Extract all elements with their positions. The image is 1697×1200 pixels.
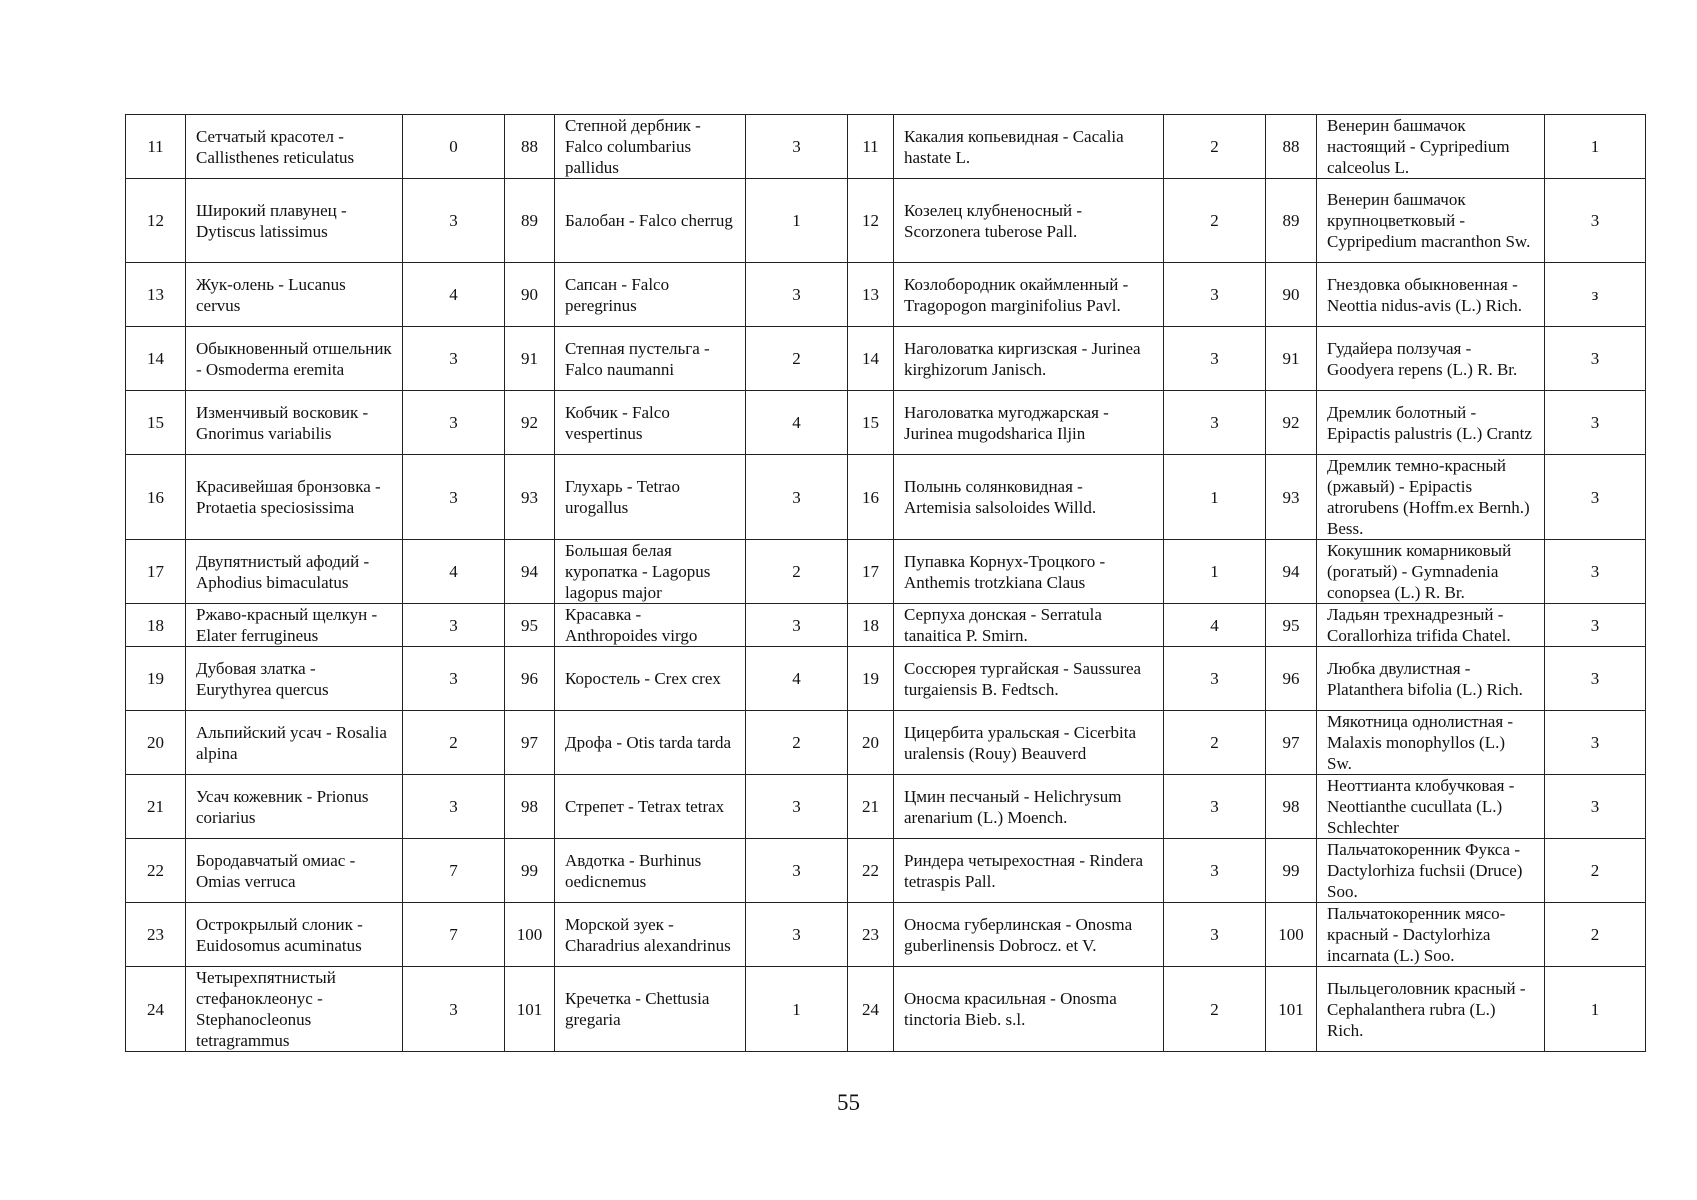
- table-row: [126, 179, 1646, 263]
- plant-number-cell: 17: [848, 540, 894, 604]
- table-row: [126, 455, 1646, 540]
- plant-category-cell: 4: [1164, 604, 1266, 647]
- orchid-number-cell: 101: [1266, 967, 1317, 1052]
- plant-number-cell: 14: [848, 327, 894, 391]
- plant-category-cell: 1: [1164, 455, 1266, 540]
- table-row: [126, 839, 1646, 903]
- insect-category-cell: 3: [403, 775, 505, 839]
- orchid-category-cell: 3: [1545, 711, 1646, 775]
- plant-name-cell: Соссюрея тургайская - Saussurea turgaiensis B. Fedtsch.: [894, 647, 1164, 711]
- bird-category-cell: 1: [746, 967, 848, 1052]
- bird-name-cell: Глухарь - Tetrao urogallus: [555, 455, 746, 540]
- orchid-category-cell: 3: [1545, 391, 1646, 455]
- orchid-number-cell: 97: [1266, 711, 1317, 775]
- plant-number-cell: 22: [848, 839, 894, 903]
- plant-number-cell: 20: [848, 711, 894, 775]
- insect-name-cell: Сетчатый красотел - Callisthenes reticulatus: [186, 115, 403, 179]
- insect-number-cell: 12: [126, 179, 186, 263]
- insect-name-cell: Усач кожевник - Prionus coriarius: [186, 775, 403, 839]
- plant-name-cell: Наголоватка киргизская - Jurinea kirghizorum Janisch.: [894, 327, 1164, 391]
- orchid-number-cell: 100: [1266, 903, 1317, 967]
- table-row: [126, 967, 1646, 1052]
- plant-category-cell: 3: [1164, 391, 1266, 455]
- plant-category-cell: 1: [1164, 540, 1266, 604]
- orchid-number-cell: 88: [1266, 115, 1317, 179]
- plant-category-cell: 3: [1164, 263, 1266, 327]
- plant-name-cell: Полынь солянковидная - Artemisia salsoloides Willd.: [894, 455, 1164, 540]
- plant-name-cell: Серпуха донская - Serratula tanaitica P. Smirn.: [894, 604, 1164, 647]
- insect-name-cell: Бородавчатый омиас - Omias verruca: [186, 839, 403, 903]
- bird-category-cell: 3: [746, 604, 848, 647]
- bird-name-cell: Коростель - Crex crex: [555, 647, 746, 711]
- orchid-category-cell: 3: [1545, 604, 1646, 647]
- orchid-name-cell: Венерин башмачок крупноцветковый - Cypripedium macranthon Sw.: [1317, 179, 1545, 263]
- plant-category-cell: 3: [1164, 327, 1266, 391]
- insect-number-cell: 23: [126, 903, 186, 967]
- page-number: 55: [837, 1090, 860, 1115]
- bird-name-cell: Морской зуек - Charadrius alexandrinus: [555, 903, 746, 967]
- bird-name-cell: Степная пустельга - Falco naumanni: [555, 327, 746, 391]
- bird-category-cell: 1: [746, 179, 848, 263]
- bird-category-cell: 3: [746, 455, 848, 540]
- orchid-category-cell: 2: [1545, 839, 1646, 903]
- plant-number-cell: 19: [848, 647, 894, 711]
- bird-number-cell: 98: [505, 775, 555, 839]
- plant-name-cell: Цицербита уральская - Cicerbita uralensis (Rouy) Beauverd: [894, 711, 1164, 775]
- bird-number-cell: 95: [505, 604, 555, 647]
- insect-number-cell: 11: [126, 115, 186, 179]
- bird-name-cell: Балобан - Falco cherrug: [555, 179, 746, 263]
- orchid-number-cell: 95: [1266, 604, 1317, 647]
- bird-category-cell: 3: [746, 263, 848, 327]
- bird-number-cell: 91: [505, 327, 555, 391]
- orchid-number-cell: 92: [1266, 391, 1317, 455]
- orchid-category-cell: 3: [1545, 327, 1646, 391]
- bird-name-cell: Дрофа - Otis tarda tarda: [555, 711, 746, 775]
- bird-name-cell: Степной дербник - Falco columbarius pallidus: [555, 115, 746, 179]
- bird-number-cell: 97: [505, 711, 555, 775]
- table-row: [126, 540, 1646, 604]
- insect-category-cell: 3: [403, 647, 505, 711]
- table-row: [126, 391, 1646, 455]
- insect-name-cell: Альпийский усач - Rosalia alpina: [186, 711, 403, 775]
- orchid-name-cell: Пыльцеголовник красный - Cephalanthera rubra (L.) Rich.: [1317, 967, 1545, 1052]
- insect-name-cell: Обыкновенный отшельник - Osmoderma eremita: [186, 327, 403, 391]
- plant-number-cell: 24: [848, 967, 894, 1052]
- insect-name-cell: Острокрылый слоник - Euidosomus acuminatus: [186, 903, 403, 967]
- insect-category-cell: 7: [403, 903, 505, 967]
- plant-number-cell: 15: [848, 391, 894, 455]
- bird-category-cell: 3: [746, 115, 848, 179]
- table-row: [126, 775, 1646, 839]
- plant-number-cell: 12: [848, 179, 894, 263]
- orchid-number-cell: 89: [1266, 179, 1317, 263]
- insect-number-cell: 24: [126, 967, 186, 1052]
- bird-number-cell: 100: [505, 903, 555, 967]
- plant-category-cell: 2: [1164, 115, 1266, 179]
- insect-number-cell: 16: [126, 455, 186, 540]
- orchid-name-cell: Кокушник комарниковый (рогатый) - Gymnadenia conopsea (L.) R. Br.: [1317, 540, 1545, 604]
- insect-name-cell: Красивейшая бронзовка - Protaetia speciosissima: [186, 455, 403, 540]
- insect-category-cell: 0: [403, 115, 505, 179]
- plant-name-cell: Какалия копьевидная - Cacalia hastate L.: [894, 115, 1164, 179]
- bird-category-cell: 4: [746, 391, 848, 455]
- bird-number-cell: 88: [505, 115, 555, 179]
- insect-category-cell: 3: [403, 967, 505, 1052]
- bird-category-cell: 3: [746, 839, 848, 903]
- insect-number-cell: 14: [126, 327, 186, 391]
- insect-category-cell: 2: [403, 711, 505, 775]
- orchid-name-cell: Ладьян трехнадрезный - Corallorhiza trifida Chatel.: [1317, 604, 1545, 647]
- table-row: [126, 327, 1646, 391]
- orchid-name-cell: Неоттианта клобучковая - Neottianthe cucullata (L.) Schlechter: [1317, 775, 1545, 839]
- insect-name-cell: Двупятнистый афодий - Aphodius bimaculatus: [186, 540, 403, 604]
- orchid-name-cell: Венерин башмачок настоящий - Cypripedium calceolus L.: [1317, 115, 1545, 179]
- orchid-name-cell: Мякотница однолистная - Malaxis monophyllos (L.) Sw.: [1317, 711, 1545, 775]
- bird-category-cell: 2: [746, 327, 848, 391]
- insect-category-cell: 3: [403, 327, 505, 391]
- bird-number-cell: 93: [505, 455, 555, 540]
- plant-name-cell: Козелец клубненосный - Scorzonera tuberose Pall.: [894, 179, 1164, 263]
- orchid-category-cell: з: [1545, 263, 1646, 327]
- insect-name-cell: Дубовая златка - Eurythyrea quercus: [186, 647, 403, 711]
- table-row: [126, 604, 1646, 647]
- species-table: [125, 114, 1646, 1052]
- bird-name-cell: Стрепет - Tetrax tetrax: [555, 775, 746, 839]
- bird-number-cell: 96: [505, 647, 555, 711]
- bird-number-cell: 90: [505, 263, 555, 327]
- table-row: [126, 903, 1646, 967]
- insect-name-cell: Ржаво-красный щелкун - Elater ferrugineus: [186, 604, 403, 647]
- insect-number-cell: 20: [126, 711, 186, 775]
- insect-name-cell: Широкий плавунец - Dytiscus latissimus: [186, 179, 403, 263]
- bird-name-cell: Сапсан - Falco peregrinus: [555, 263, 746, 327]
- plant-name-cell: Риндера четырехостная - Rindera tetraspis Pall.: [894, 839, 1164, 903]
- plant-number-cell: 21: [848, 775, 894, 839]
- plant-number-cell: 16: [848, 455, 894, 540]
- insect-number-cell: 19: [126, 647, 186, 711]
- insect-name-cell: Изменчивый восковик - Gnorimus variabilis: [186, 391, 403, 455]
- bird-category-cell: 2: [746, 540, 848, 604]
- bird-name-cell: Большая белая куропатка - Lagopus lagopus major: [555, 540, 746, 604]
- bird-name-cell: Авдотка - Burhinus oedicnemus: [555, 839, 746, 903]
- orchid-name-cell: Дремлик болотный - Epipactis palustris (L.) Crantz: [1317, 391, 1545, 455]
- plant-category-cell: 2: [1164, 179, 1266, 263]
- insect-category-cell: 3: [403, 604, 505, 647]
- plant-name-cell: Козлобородник окаймленный - Tragopogon marginifolius Pavl.: [894, 263, 1164, 327]
- table-row: [126, 115, 1646, 179]
- insect-number-cell: 18: [126, 604, 186, 647]
- bird-number-cell: 92: [505, 391, 555, 455]
- orchid-number-cell: 98: [1266, 775, 1317, 839]
- bird-category-cell: 2: [746, 711, 848, 775]
- insect-number-cell: 15: [126, 391, 186, 455]
- table-row: [126, 263, 1646, 327]
- insect-number-cell: 21: [126, 775, 186, 839]
- orchid-number-cell: 91: [1266, 327, 1317, 391]
- orchid-name-cell: Пальчатокоренник Фукса - Dactylorhiza fuchsii (Druce) Soo.: [1317, 839, 1545, 903]
- plant-category-cell: 3: [1164, 647, 1266, 711]
- orchid-name-cell: Гнездовка обыкновенная - Neottia nidus-avis (L.) Rich.: [1317, 263, 1545, 327]
- orchid-category-cell: 3: [1545, 540, 1646, 604]
- orchid-name-cell: Любка двулистная - Platanthera bifolia (L.) Rich.: [1317, 647, 1545, 711]
- insect-category-cell: 4: [403, 540, 505, 604]
- plant-name-cell: Пупавка Корнух-Троцкого - Anthemis trotzkiana Claus: [894, 540, 1164, 604]
- bird-category-cell: 3: [746, 775, 848, 839]
- bird-category-cell: 3: [746, 903, 848, 967]
- plant-name-cell: Оносма красильная - Onosma tinctoria Bieb. s.l.: [894, 967, 1164, 1052]
- orchid-category-cell: 3: [1545, 179, 1646, 263]
- orchid-number-cell: 99: [1266, 839, 1317, 903]
- bird-number-cell: 94: [505, 540, 555, 604]
- plant-number-cell: 11: [848, 115, 894, 179]
- plant-name-cell: Наголоватка мугоджарская - Jurinea mugodsharica Iljin: [894, 391, 1164, 455]
- table-body: [126, 115, 1646, 1052]
- bird-name-cell: Кречетка - Chettusia gregaria: [555, 967, 746, 1052]
- insect-category-cell: 7: [403, 839, 505, 903]
- orchid-name-cell: Пальчатокоренник мясо-красный - Dactylorhiza incarnata (L.) Soo.: [1317, 903, 1545, 967]
- plant-name-cell: Цмин песчаный - Helichrysum arenarium (L.) Moench.: [894, 775, 1164, 839]
- plant-name-cell: Оносма губерлинская - Onosma guberlinensis Dobrocz. et V.: [894, 903, 1164, 967]
- insect-name-cell: Четырехпятнистый стефаноклеонус - Stephanocleonus tetragrammus: [186, 967, 403, 1052]
- insect-number-cell: 17: [126, 540, 186, 604]
- orchid-category-cell: 3: [1545, 775, 1646, 839]
- bird-name-cell: Кобчик - Falco vespertinus: [555, 391, 746, 455]
- bird-name-cell: Красавка - Anthropoides virgo: [555, 604, 746, 647]
- orchid-number-cell: 93: [1266, 455, 1317, 540]
- orchid-category-cell: 3: [1545, 647, 1646, 711]
- insect-number-cell: 22: [126, 839, 186, 903]
- bird-category-cell: 4: [746, 647, 848, 711]
- orchid-name-cell: Гудайера ползучая - Goodyera repens (L.) R. Br.: [1317, 327, 1545, 391]
- plant-category-cell: 3: [1164, 839, 1266, 903]
- insect-category-cell: 3: [403, 179, 505, 263]
- plant-number-cell: 13: [848, 263, 894, 327]
- bird-number-cell: 101: [505, 967, 555, 1052]
- orchid-number-cell: 96: [1266, 647, 1317, 711]
- bird-number-cell: 89: [505, 179, 555, 263]
- orchid-name-cell: Дремлик темно-красный (ржавый) - Epipactis atrorubens (Hoffm.ex Bernh.) Bess.: [1317, 455, 1545, 540]
- table-row: [126, 647, 1646, 711]
- insect-category-cell: 4: [403, 263, 505, 327]
- bird-number-cell: 99: [505, 839, 555, 903]
- table-row: [126, 711, 1646, 775]
- orchid-number-cell: 90: [1266, 263, 1317, 327]
- plant-category-cell: 3: [1164, 903, 1266, 967]
- orchid-number-cell: 94: [1266, 540, 1317, 604]
- insect-name-cell: Жук-олень - Lucanus cervus: [186, 263, 403, 327]
- plant-category-cell: 2: [1164, 711, 1266, 775]
- orchid-category-cell: 2: [1545, 903, 1646, 967]
- plant-category-cell: 2: [1164, 967, 1266, 1052]
- orchid-category-cell: 1: [1545, 115, 1646, 179]
- insect-number-cell: 13: [126, 263, 186, 327]
- insect-category-cell: 3: [403, 391, 505, 455]
- plant-number-cell: 18: [848, 604, 894, 647]
- plant-number-cell: 23: [848, 903, 894, 967]
- insect-category-cell: 3: [403, 455, 505, 540]
- orchid-category-cell: 3: [1545, 455, 1646, 540]
- orchid-category-cell: 1: [1545, 967, 1646, 1052]
- plant-category-cell: 3: [1164, 775, 1266, 839]
